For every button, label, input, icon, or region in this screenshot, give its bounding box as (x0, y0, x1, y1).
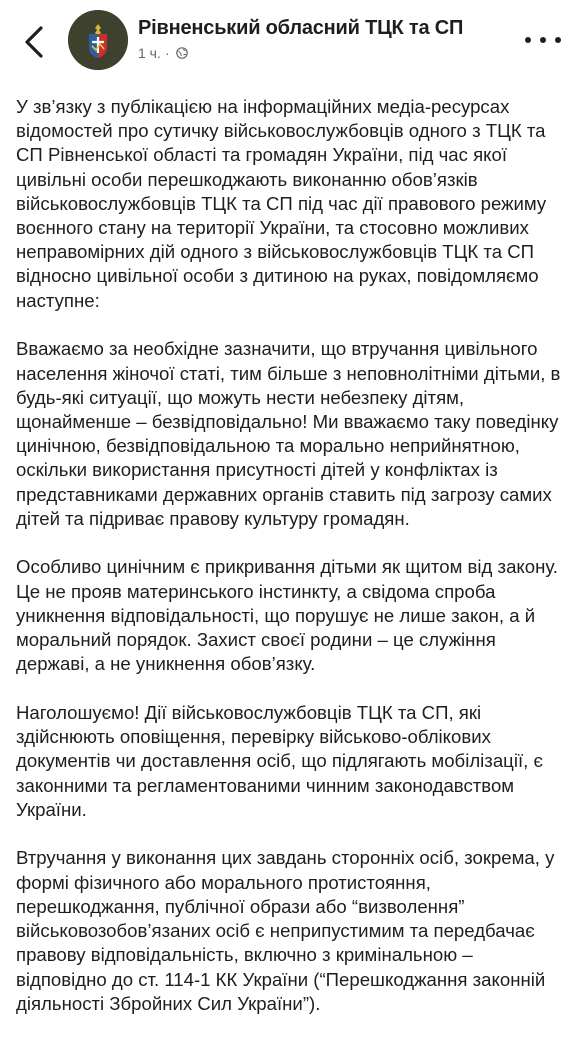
coat-of-arms-logo (68, 10, 128, 70)
globe-icon (176, 47, 188, 59)
page-avatar[interactable] (68, 10, 128, 70)
post-meta (138, 45, 188, 61)
post-paragraph: Вважаємо за необхідне зазначити, що втручання цивільного населення жіночої статі, тим більше з неповнолітніми дітьми, в будь-які ситуації, що можуть нести небезпеку дітям, щонайменше – безвідповідально! Ми вважаємо таку поведінку цинічною, безвідповідальною та морально неприйнятною, оскільки використання присутності дітей у конфліктах із представниками державних органів ставить під загрозу самих дітей та підриває правову культуру громадян. (16, 338, 561, 529)
more-dot-icon (525, 37, 531, 43)
chevron-left-icon (24, 25, 44, 59)
meta-separator: · (164, 45, 170, 61)
post-paragraph: У зв’язку з публікацією на інформаційних медіа-ресурсах відомостей про сутичку військовослужбовців одного з ТЦК та СП Рівненської області та громадян України, під час якої цивільні особи перешкоджають виконанню обов’язків військовослужбовців ТЦК та СП під час дії правового режиму воєнного стану на території України, та стосовно можливих неправомірних дій одного з військовослужбовців ТЦК та СП відносно цивільної особи з дитиною на руках, повідомляємо наступне: (16, 96, 547, 311)
post-header (0, 0, 577, 86)
more-dot-icon (540, 37, 546, 43)
post-paragraph: Втручання у виконання цих завдань сторонніх осіб, зокрема, у формі фізичного або морального протистояння, перешкоджання, публічної образи або “визволення” військовозобов’язаних осіб є неприпустимим та передбачає правову відповідальність, включно з кримінальною – відповідно до ст. 114-1 КК України (“Перешкоджання законній діяльності Збройних Сил України”). (16, 847, 555, 1014)
post-text (16, 95, 564, 1040)
post-paragraph: Наголошуємо! Дії військовослужбовців ТЦК та СП, які здійснюють оповіщення, перевірку військово-облікових документів чи доставлення осіб, що підлягають мобілізації, є законними та регламентованими чинним законодавством України. (16, 701, 543, 820)
back-button[interactable] (18, 22, 50, 62)
page-name[interactable]: Рівненський обласний ТЦК та СП (138, 17, 464, 39)
post-paragraph: Особливо цинічним є прикривання дітьми як щитом від закону. Це не прояв материнського інстинкту, а свідома спроба уникнення відповідальності, що порушує не лише закон, а й моральний порядок. Захист своєї родини – це служіння державі, а не уникнення обов’язку. (16, 556, 558, 675)
more-options-button[interactable] (525, 28, 561, 52)
post-time[interactable]: 1 ч. (138, 45, 161, 61)
more-dot-icon (555, 37, 561, 43)
